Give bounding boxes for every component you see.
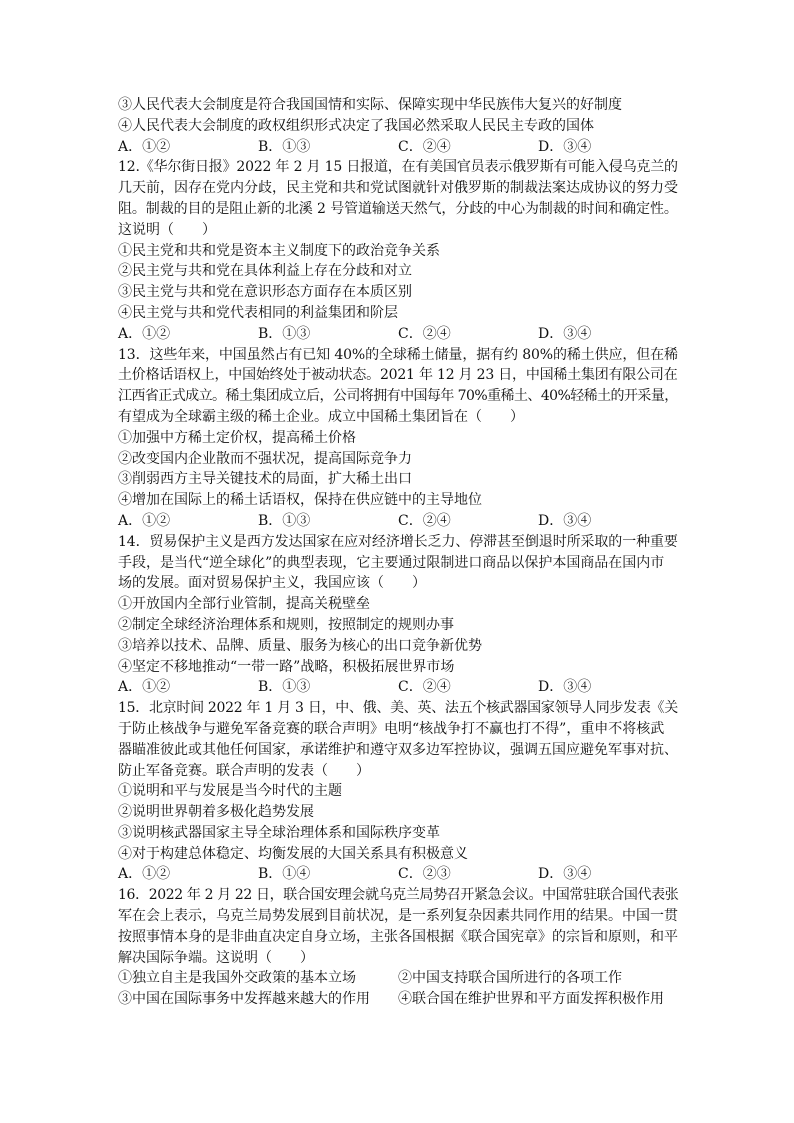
question-14 — [118, 532, 678, 698]
question-stem-line: 解决国际争端。这说明（ ） — [118, 949, 314, 966]
answer-b: B．①④ — [258, 866, 311, 883]
option-1: ①民主党和共和党是资本主义制度下的政治竞争关系 — [118, 242, 440, 259]
question-stem-line: 16．2022 年 2 月 22 日，联合国安理会就乌克兰局势召开紧急会议。中国常驻联合国代表张 — [118, 887, 679, 904]
question-stem-line: 防止军备竞赛。联合声明的发表（ ） — [118, 762, 370, 779]
option-2: ②制定全球经济治理体系和规则，按照制定的规则办事 — [118, 616, 454, 633]
option-2: ②说明世界朝着多极化趋势发展 — [118, 804, 314, 821]
answer-b: B．①③ — [258, 679, 311, 696]
option-1: ①说明和平与发展是当今时代的主题 — [118, 783, 342, 800]
option-1: ①开放国内全部行业管制，提高关税壁垒 — [118, 596, 370, 613]
answer-b: B．①③ — [258, 325, 311, 342]
option-1: ①加强中方稀土定价权，提高稀土价格 — [118, 429, 356, 446]
answer-choices — [118, 677, 678, 698]
question-stem-line: 器瞄准彼此或其他任何国家，承诺维护和遵守双多边军控协议，强调五国应避免军事对抗、 — [118, 741, 678, 758]
answer-b: B．①③ — [258, 512, 311, 529]
answer-choices — [118, 864, 678, 885]
option-4: ④坚定不移地推动“一带一路”战略，积极拓展世界市场 — [118, 658, 455, 675]
answer-a: A．①② — [118, 866, 171, 883]
answer-d: D．③④ — [538, 138, 592, 155]
answer-d: D．③④ — [538, 679, 592, 696]
answer-a: A．①② — [118, 512, 171, 529]
option-3: ③人民代表大会制度是符合我国国情和实际、保障实现中华民族伟大复兴的好制度 — [118, 97, 622, 113]
question-stem-line: 军在会上表示，乌克兰局势发展到目前状况，是一系列复杂因素共同作用的结果。中国一贯 — [118, 908, 678, 925]
question-stem-line: 手段，是当代“逆全球化”的典型表现，它主要通过限制进口商品以保护本国商品在国内市 — [118, 554, 665, 571]
answer-c: C．②④ — [398, 325, 451, 342]
question-13 — [118, 345, 678, 532]
answer-b: B．①③ — [258, 138, 311, 155]
option-4: ④人民代表大会制度的政权组织形式决定了我国必然采取人民民主专政的国体 — [118, 117, 594, 134]
option-2: ②改变国内企业散而不强状况，提高国际竞争力 — [118, 450, 412, 467]
answer-c: C．②④ — [398, 679, 451, 696]
question-stem-line: 几天前，因存在党内分歧，民主党和共和党试图就针对俄罗斯的制裁法案达成协议的努力受 — [118, 180, 678, 197]
option-1: ①独立自主是我国外交政策的基本立场 — [118, 970, 356, 987]
answer-c: C．②④ — [398, 138, 451, 155]
question-stem-line: 15．北京时间 2022 年 1 月 3 日，中、俄、美、英、法五个核武器国家领导人同步发表《关 — [118, 700, 678, 717]
answer-c: C．②④ — [398, 512, 451, 529]
question-stem-line: 13．这些年来，中国虽然占有已知 40%的全球稀土储量，据有约 80%的稀土供应，但在稀 — [118, 346, 678, 363]
answer-choices — [118, 324, 678, 345]
question-stem-line: 按照事情本身的是非曲直决定自身立场，主张各国根据《联合国宪章》的宗旨和原则，和平 — [118, 928, 678, 945]
option-3: ③削弱西方主导关键技术的局面，扩大稀土出口 — [118, 471, 412, 488]
option-3: ③说明核武器国家主导全球治理体系和国际秩序变革 — [118, 824, 440, 841]
option-2: ②民主党与共和党在具体利益上存在分歧和对立 — [118, 263, 412, 280]
answer-d: D．③④ — [538, 325, 592, 342]
option-4: ④对于构建总体稳定、均衡发展的大国关系具有积极意义 — [118, 845, 468, 862]
option-4: ④增加在国际上的稀土话语权，保持在供应链中的主导地位 — [118, 492, 482, 509]
question-stem-line: 这说明（ ） — [118, 221, 216, 238]
answer-a: A．①② — [118, 325, 171, 342]
option-row — [118, 968, 678, 989]
exam-page — [118, 95, 678, 1010]
answer-c: C．②③ — [398, 866, 451, 883]
question-16 — [118, 885, 678, 1010]
question-stem-line: 14．贸易保护主义是西方发达国家在应对经济增长乏力、停滞甚至倒退时所采取的一种重要 — [118, 533, 678, 550]
answer-choices — [118, 137, 678, 158]
option-2: ②中国支持联合国所进行的各项工作 — [398, 970, 622, 987]
question-stem-line: 有望成为全球霸主级的稀土企业。成立中国稀土集团旨在（ ） — [118, 408, 524, 425]
answer-d: D．③④ — [538, 866, 592, 883]
option-3: ③培养以技术、品牌、质量、服务为核心的出口竞争新优势 — [118, 637, 482, 654]
question-stem-line: 12.《华尔街日报》2022 年 2 月 15 日报道，在有美国官员表示俄罗斯有可能入侵乌克兰的 — [118, 159, 678, 176]
option-row — [118, 989, 678, 1010]
answer-a: A．①② — [118, 679, 171, 696]
option-3: ③中国在国际事务中发挥越来越大的作用 — [118, 991, 370, 1008]
answer-choices — [118, 511, 678, 532]
option-4: ④联合国在维护世界和平方面发挥积极作用 — [398, 991, 664, 1008]
question-stem-line: 阻。制裁的目的是阻止新的北溪 2 号管道输送天然气，分歧的中心为制裁的时间和确定性。 — [118, 200, 678, 217]
question-stem-line: 江西省正式成立。稀土集团成立后，公司将拥有中国每年 70%重稀土、40%轻稀土的开采量， — [118, 388, 678, 405]
answer-d: D．③④ — [538, 512, 592, 529]
question-stem-line: 土价格话语权上，中国始终处于被动状态。2021 年 12 月 23 日，中国稀土集团有限公司在 — [118, 367, 678, 384]
question-stem-line: 场的发展。面对贸易保护主义，我国应该（ ） — [118, 575, 426, 592]
question-15 — [118, 698, 678, 885]
option-3: ③民主党与共和党在意识形态方面存在本质区别 — [118, 284, 412, 301]
option-4: ④民主党与共和党代表相同的利益集团和阶层 — [118, 304, 398, 321]
question-stem-line: 于防止核战争与避免军备竞赛的联合声明》电明“核战争打不赢也打不得”，重申不将核武 — [118, 720, 665, 737]
question-12 — [118, 157, 678, 344]
answer-a: A．①② — [118, 138, 171, 155]
